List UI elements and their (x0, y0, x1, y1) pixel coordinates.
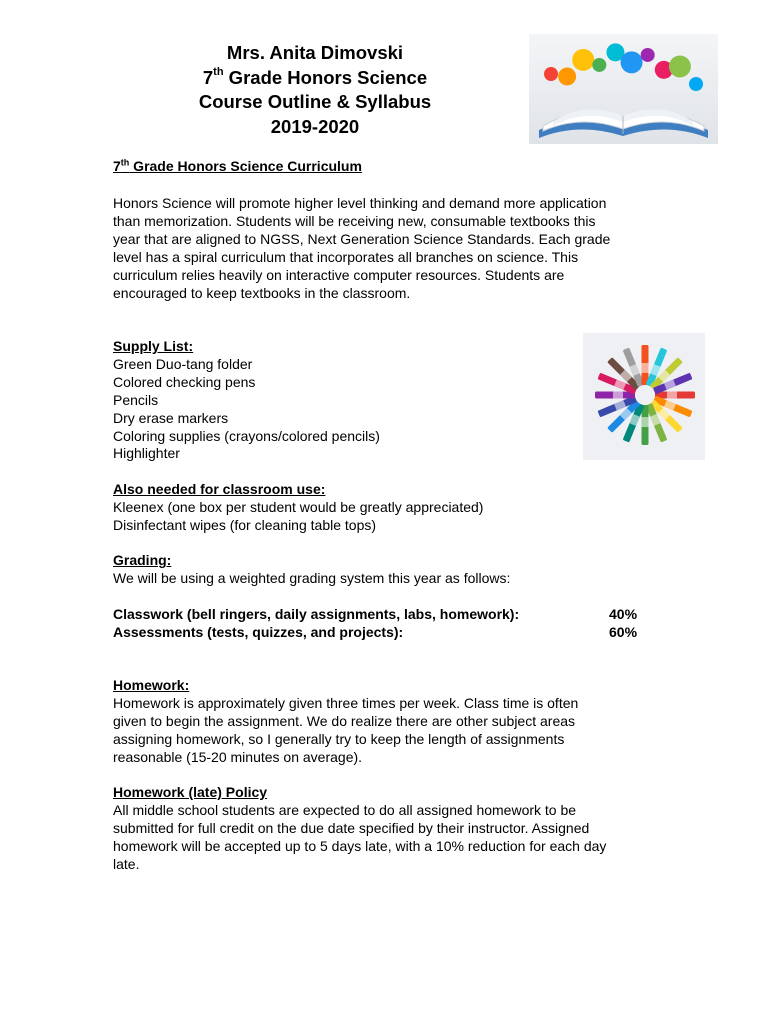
paragraph-line: homework will be accepted up to 5 days late, with a 10% reduction for each day (113, 837, 607, 854)
supply-heading: Supply List: (113, 338, 194, 354)
crayon-icon (595, 392, 635, 399)
supply-list (113, 338, 380, 463)
late-policy-section (113, 784, 606, 874)
list-item: Dry erase markers (113, 409, 229, 426)
science-book-image (529, 34, 718, 144)
crayon-icon (655, 392, 695, 399)
grading-intro: We will be using a weighted grading system this year as follows: (113, 569, 511, 586)
grade-percent: 60% (609, 624, 638, 640)
homework-heading: Homework: (113, 677, 190, 693)
classroom-heading: Also needed for classroom use: (113, 481, 326, 497)
list-item: Green Duo-tang folder (113, 355, 253, 372)
paragraph-line: All middle school students are expected to do all assigned homework to be (113, 801, 577, 818)
grading-section (113, 552, 510, 588)
paragraph-line: level has a spiral curriculum that incorporates all branches on science. This (113, 248, 579, 265)
course-subtitle: Course Outline & Syllabus (198, 91, 432, 112)
paragraph-line: than memorization. Students will be receiving new, consumable textbooks this (113, 212, 596, 229)
grading-heading: Grading: (113, 552, 172, 568)
list-item: Colored checking pens (113, 373, 256, 390)
teacher-name: Mrs. Anita Dimovski (226, 42, 404, 63)
paragraph-line: submitted for full credit on the due date specified by their instructor. Assigned (113, 819, 590, 836)
list-item: Coloring supplies (crayons/colored pencils) (113, 427, 380, 444)
science-bubble-icon (621, 51, 643, 73)
school-year: 2019-2020 (270, 115, 360, 137)
homework-section (113, 677, 578, 767)
grade-label: Classwork (bell ringers, daily assignments, labs, homework): (113, 606, 520, 622)
science-bubble-icon (592, 58, 606, 72)
list-item: Highlighter (113, 445, 180, 462)
grade-label: Assessments (tests, quizzes, and projects): (113, 624, 404, 640)
crayon-icon (642, 405, 649, 445)
crayon-icon (642, 345, 649, 385)
list-item: Disinfectant wipes (for cleaning table tops) (113, 516, 377, 533)
grade-row-classwork (113, 605, 643, 623)
paragraph-line: encouraged to keep textbooks in the classroom. (113, 284, 411, 301)
paragraph-line: curriculum relies heavily on interactive computer resources. Students are (113, 266, 565, 283)
curriculum-heading: 7th Grade Honors Science Curriculum (113, 157, 362, 174)
late-policy-heading: Homework (late) Policy (113, 784, 268, 800)
curriculum-paragraph (113, 195, 610, 302)
science-bubble-icon (558, 67, 576, 85)
list-item: Kleenex (one box per student would be greatly appreciated) (113, 498, 484, 515)
science-bubble-icon (689, 77, 703, 91)
course-grade: 7th Grade Honors Science (202, 66, 428, 88)
science-bubble-icon (641, 48, 655, 62)
science-bubble-icon (572, 49, 594, 71)
science-bubble-icon (669, 55, 691, 77)
paragraph-line: given to begin the assignment. We do realize there are other subject areas (113, 712, 576, 729)
curriculum-section (113, 158, 362, 176)
science-bubble-icon (544, 67, 558, 81)
paragraph-line: reasonable (15-20 minutes on average). (113, 748, 363, 765)
document-title (140, 41, 490, 139)
paragraph-line: year that are aligned to NGSS, Next Generation Science Standards. Each grade (113, 230, 611, 247)
paragraph-line: assigning homework, so I generally try to keep the length of assignments (113, 730, 565, 747)
classroom-needs (113, 481, 483, 535)
crayons-image (583, 333, 705, 460)
paragraph-line: Honors Science will promote higher level thinking and demand more application (113, 195, 607, 211)
grade-percent: 40% (609, 606, 638, 622)
grade-row-assessments (113, 623, 643, 641)
paragraph-line: late. (113, 855, 140, 872)
paragraph-line: Homework is approximately given three times per week. Class time is often (113, 694, 579, 711)
list-item: Pencils (113, 391, 159, 408)
